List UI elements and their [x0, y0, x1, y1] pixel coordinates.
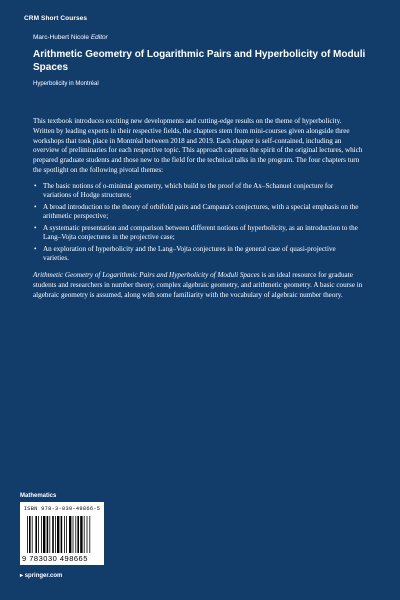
bullet-icon: • — [34, 244, 37, 253]
bullet-icon: • — [34, 202, 37, 211]
book-title: Arithmetic Geometry of Logarithmic Pairs and Hyperbolicity of Moduli Spaces — [33, 49, 366, 73]
publisher-website — [20, 572, 62, 579]
isbn-label: ISBN 978-3-030-49866-5 — [23, 506, 101, 512]
list-item: • A broad introduction to the theory of orbifold pairs and Campana's conjectures, with a special emphasis on the arithmetic perspective; — [34, 202, 359, 221]
subject-label: Mathematics — [20, 493, 57, 499]
themes-list — [33, 182, 363, 265]
bullet-icon: • — [34, 181, 37, 190]
barcode — [20, 502, 104, 565]
series-name: CRM Short Courses — [24, 15, 88, 22]
website-link: springer.com — [24, 573, 63, 579]
closing-title: Arithmetic Geometry of Logarithmic Pairs and Hyperbolicity of Moduli Spaces — [33, 271, 260, 279]
closing-paragraph — [33, 271, 363, 300]
barcode-digits: 9 783030 498665 — [22, 554, 88, 563]
book-subtitle: Hyperbolicity in Montréal — [33, 81, 99, 87]
intro-paragraph: This textbook introduces exciting new developments and cutting-edge results on the theme of hyperbolicity. Written by leading experts in their respective fields, the chapters stem from mini-courses given alongside three workshops that took place in Montréal between 2018 and 2019. Each chapter is self-contained, including an overview of preliminaries for each respective topic. This approach captures the spirit of the original lectures, which prepared graduate students and those new to the field for the technical talks in the program. The four chapters turn the spotlight on the following pivotal themes: — [33, 117, 363, 174]
description — [33, 117, 363, 300]
closing-text: is an ideal resource for graduate students and researchers in number theory, complex algebraic geometry, and arithmetic geometry. A basic course in algebraic geometry is assumed, along with some familiarity with the vocabulary of algebraic number theory. — [33, 271, 363, 299]
arrow-icon: ▸ — [20, 573, 25, 579]
editor-name: Marc-Hubert Nicole — [33, 34, 89, 41]
list-item: • The basic notions of o-minimal geometry, which build to the proof of the Ax–Schanuel conjecture for variations of Hodge structures; — [34, 181, 334, 200]
editor-role: Editor — [90, 34, 108, 41]
list-item: • An exploration of hyperbolicity and the Lang–Vojta conjectures in the general case of quasi-projective varieties. — [34, 244, 336, 263]
barcode-icon — [27, 516, 100, 553]
bullet-icon: • — [34, 223, 37, 232]
editor-line — [33, 34, 108, 41]
list-item: • A systematic presentation and comparison between different notions of hyperbolicity, as an introduction to the Lang–Vojta conjectures in the projective case; — [34, 223, 358, 242]
